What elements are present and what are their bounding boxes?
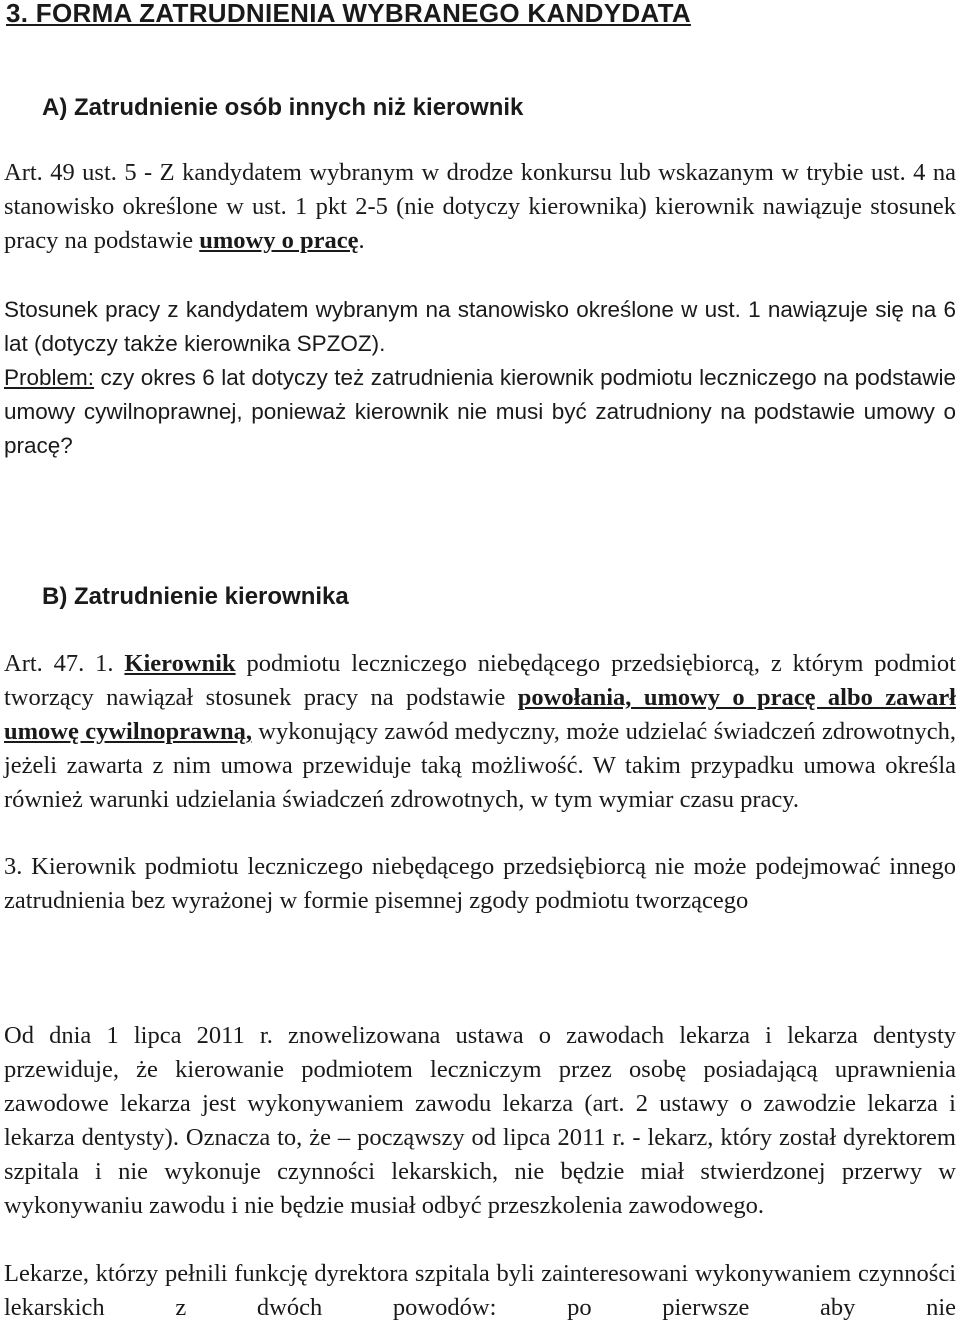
section-a-paragraph-3 xyxy=(4,361,956,463)
closing-paragraph-1: Od dnia 1 lipca 2011 r. znowelizowana ustawa o zawodach lekarza i lekarza dentysty przewiduje, że kierowanie podmiotem leczniczym przez osobę posiadającą uprawnienia zawodowe lekarza jest wykonywaniem zawodu lekarza (art. 2 ustawy o zawodzie lekarza i lekarza dentysty). Oznacza to, że – począwszy od lipca 2011 r. - lekarz, który został dyrektorem szpitala i nie wykonuje czynności lekarskich, nie będzie miał stwierdzonej przerwy w wykonywaniu zawodu i nie będzie musiał odbyć przeszkolenia zawodowego. xyxy=(4,1022,956,1219)
section-a-paragraph-1-text: Art. 49 ust. 5 - Z kandydatem wybranym w drodze konkursu lub wskazanym w trybie ust. 4 na stanowisko określone w ust. 1 pkt 2-5 (nie dotyczy kierownika) kierownik nawiązuje stosunek pracy na podstawie xyxy=(4,159,956,254)
section-a-paragraph-1 xyxy=(4,156,956,258)
article-reference: Art. 47. 1. xyxy=(4,650,125,677)
section-a-title: A) Zatrudnienie osób innych niż kierownik xyxy=(42,94,524,121)
employment-basis-emphasis: powołania, umowy o pracę albo zawarł umowę cywilnoprawną, xyxy=(4,684,956,745)
section-a-paragraph-2: Stosunek pracy z kandydatem wybranym na stanowisko określone w ust. 1 nawiązuje się na 6 lat (dotyczy także kierownika SPZOZ). xyxy=(4,297,956,356)
section-b-paragraph-1-text-2: wykonujący zawód medyczny, może udzielać świadczeń zdrowotnych, jeżeli zawarta z nim umowa przewiduje taką możliwość. W takim przypadku umowa określa również warunki udzielania świadczeń zdrowotnych, w tym wymiar czasu pracy. xyxy=(4,718,956,813)
kierownik-emphasis: Kierownik xyxy=(124,650,236,677)
problem-label: Problem: xyxy=(4,365,95,390)
closing-paragraph-2: Lekarze, którzy pełnili funkcję dyrektora szpitala byli zainteresowani wykonywaniem czynności lekarskich z dwóch powodów: po pierwsze aby nie xyxy=(4,1260,956,1321)
section-b-title: B) Zatrudnienie kierownika xyxy=(42,583,349,610)
employment-contract-emphasis: umowy o pracę xyxy=(199,227,359,254)
section-b-paragraph-1-text-1: podmiotu leczniczego niebędącego przedsiębiorcą, z którym podmiot tworzący nawiązał stosunek pracy na podstawie xyxy=(4,650,956,711)
section-b-paragraph-2: 3. Kierownik podmiotu leczniczego niebędącego przedsiębiorcą nie może podejmować innego zatrudnienia bez wyrażonej w formie pisemnej zgody podmiotu tworzącego xyxy=(4,853,956,914)
section-a-paragraph-1-end: . xyxy=(358,227,365,254)
section-b-paragraph-1 xyxy=(4,647,956,817)
section-title: 3. FORMA ZATRUDNIENIA WYBRANEGO KANDYDATA xyxy=(6,0,691,28)
problem-text: czy okres 6 lat dotyczy też zatrudnienia kierownik podmiotu leczniczego na podstawie umowy cywilnoprawnej, ponieważ kierownik nie musi być zatrudniony na podstawie umowy o pracę? xyxy=(4,365,956,458)
